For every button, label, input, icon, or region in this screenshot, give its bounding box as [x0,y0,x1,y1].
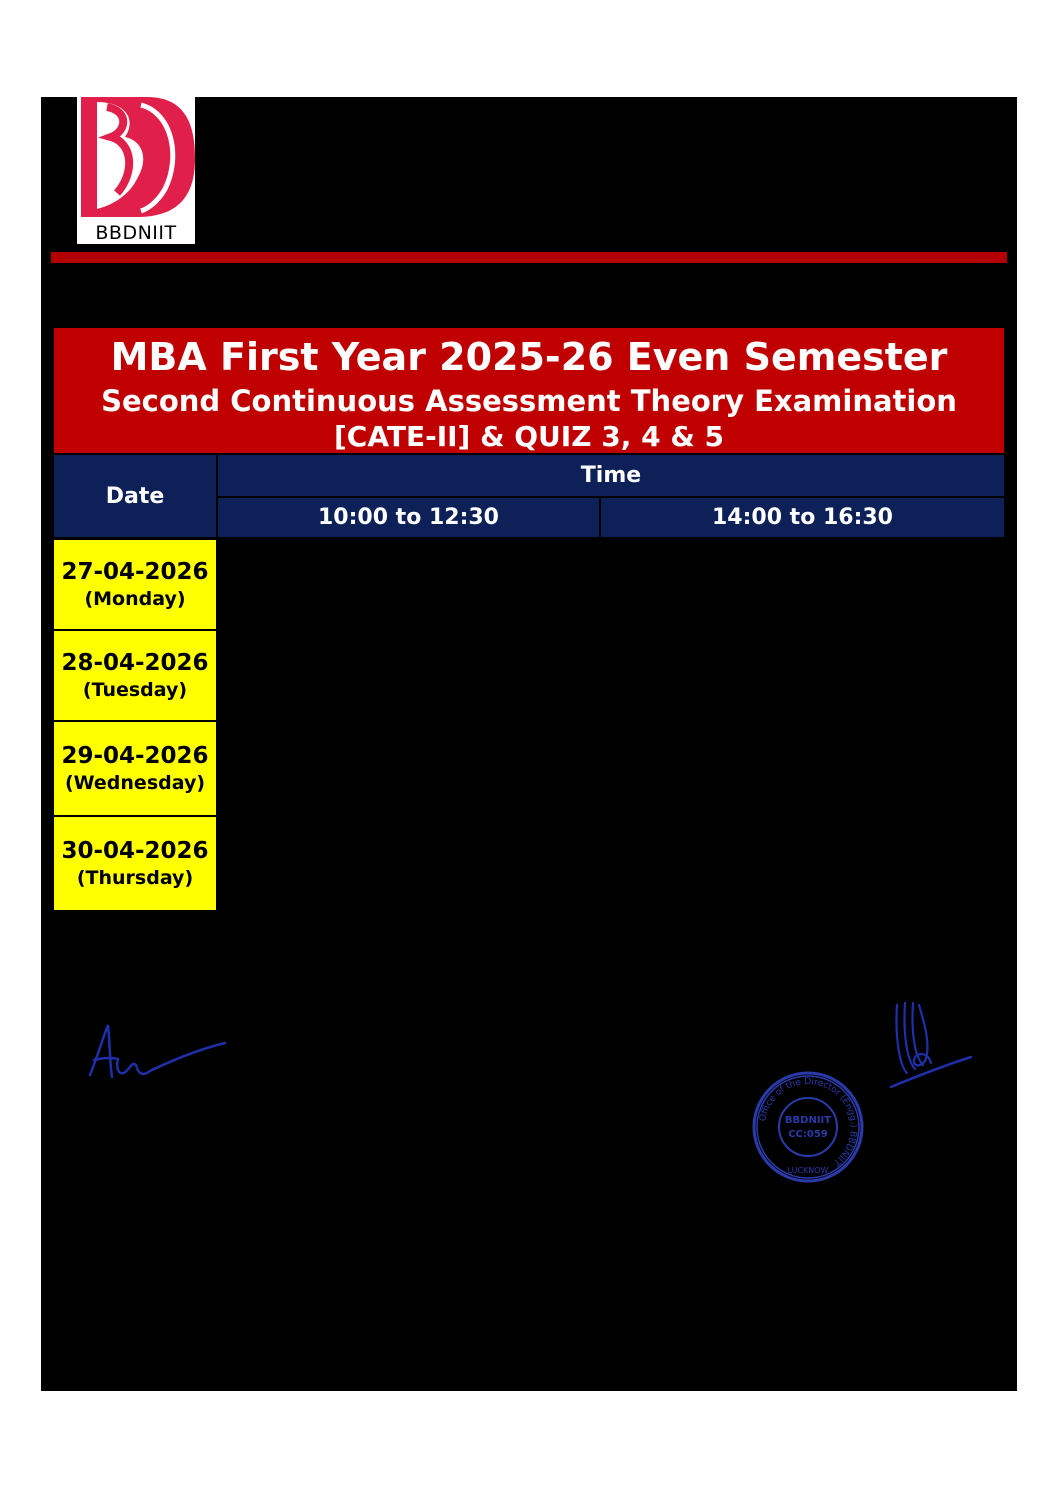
seal-code: CC:059 [788,1129,828,1140]
row-date: 29-04-2026 [61,742,209,769]
row-date: 28-04-2026 [61,649,209,676]
seal-city: LUCKNOW [787,1166,829,1175]
bbd-logo-icon [77,97,195,222]
official-seal [748,1070,868,1185]
page-title: MBA First Year 2025-26 Even Semester [110,335,948,379]
table-row [54,817,216,910]
time-slot-morning: 10:00 to 12:30 [218,498,599,537]
row-date: 27-04-2026 [61,558,209,585]
row-day: (Wednesday) [64,771,206,794]
page-subtitle: Second Continuous Assessment Theory Examination [101,384,957,418]
time-column-header: Time [218,455,1004,496]
header-rule [51,252,1007,263]
date-column-header: Date [54,455,216,537]
signature-right [885,995,975,1095]
seal-ring-text: Office of the Director (Engg.) BBDNIIT [758,1076,859,1168]
row-day: (Thursday) [76,866,194,889]
page-subtitle-2: [CATE-II] & QUIZ 3, 4 & 5 [334,420,724,453]
title-banner [54,328,1004,453]
signature-left [80,1015,230,1090]
time-slot-afternoon: 14:00 to 16:30 [601,498,1004,537]
institute-logo [77,97,195,244]
table-row [54,631,216,720]
row-day: (Monday) [84,587,186,610]
table-row [54,722,216,815]
seal-name: BBDNIIT [784,1115,832,1126]
row-day: (Tuesday) [82,678,188,701]
row-date: 30-04-2026 [61,837,209,864]
logo-text: BBDNIIT [95,222,177,244]
table-row [54,540,216,629]
